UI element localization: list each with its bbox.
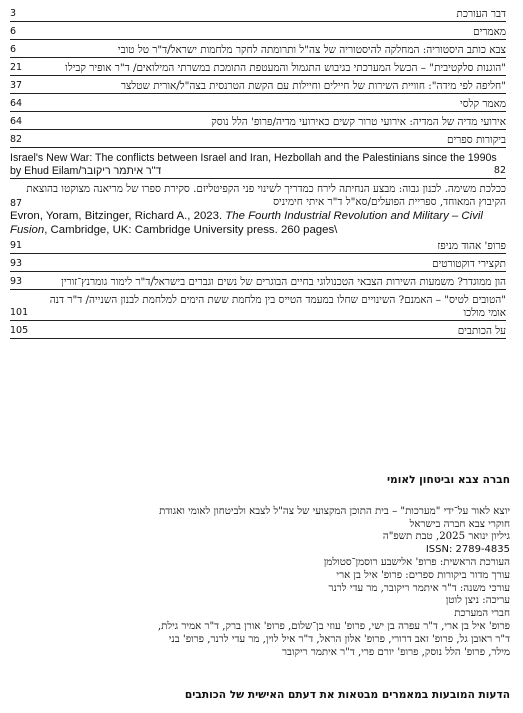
table-of-contents bbox=[10, 8, 506, 343]
toc-entry-title: מאמר קלסי bbox=[459, 98, 506, 110]
toc-entry-book-review[interactable] bbox=[10, 240, 506, 254]
book-reviewer: פרופ' אהוד מניפז bbox=[437, 240, 506, 252]
toc-entry[interactable] bbox=[10, 26, 506, 40]
toc-entry-page: 93 bbox=[10, 276, 23, 287]
toc-entry-page: 101 bbox=[10, 307, 29, 318]
toc-entry[interactable] bbox=[10, 80, 506, 94]
toc-entry[interactable] bbox=[10, 8, 506, 22]
toc-entry-page: 87 bbox=[10, 198, 23, 209]
toc-section-title: ביקורות ספרים bbox=[446, 134, 506, 146]
toc-entry-page: 91 bbox=[10, 240, 23, 251]
toc-entry[interactable] bbox=[10, 98, 506, 112]
toc-entry[interactable] bbox=[10, 276, 506, 290]
toc-entry-page: 6 bbox=[10, 26, 17, 37]
toc-entry-book-review[interactable] bbox=[10, 183, 506, 237]
toc-entry[interactable] bbox=[10, 258, 506, 272]
reviews-editor: עורך מדור ביקורות ספרים: פרופ' איל בן ארי bbox=[336, 569, 510, 581]
toc-entry-page: 64 bbox=[10, 98, 23, 109]
deputy-editors: עורכי משנה: ד"ר איתמר ריקובר, מר עדי לרנר bbox=[328, 582, 510, 594]
toc-entry[interactable] bbox=[10, 62, 506, 76]
disclaimer: הדעות המובעות במאמרים מבטאות את דעתם האישית של הכותבים bbox=[184, 689, 510, 701]
toc-entry[interactable] bbox=[10, 116, 506, 130]
journal-front-matter bbox=[14, 474, 510, 659]
copy-editing: עריכה: ניצן לוטן bbox=[445, 595, 510, 607]
toc-entry-title: "הוגנות סלקטיבית" – הכשל המערכתי בגיבוש התגמול והמעטפת התומכת במשרתי המילואים/ ד"ר אופיר קבילו bbox=[65, 62, 506, 74]
toc-entry-page: 93 bbox=[10, 258, 23, 269]
toc-entry-page: 37 bbox=[10, 80, 23, 91]
toc-entry[interactable] bbox=[10, 294, 506, 321]
book-reviewer: ד"ר איתמר ריקובר/ bbox=[78, 165, 162, 177]
board-members: ד"ר ראובן גל, פרופ' זאב דרורי, פרופ' אלון הראל, ד"ר איל לוין, מר עדי לרנר, פרופ' בני bbox=[168, 633, 510, 645]
toc-entry[interactable] bbox=[10, 44, 506, 58]
toc-entry-page: 21 bbox=[10, 62, 23, 73]
board-members: מילר, פרופ' הלל נוסק, פרופ' יורם פרי, ד"ר איתמר ריקובר bbox=[281, 646, 510, 658]
toc-section-book-reviews[interactable] bbox=[10, 134, 506, 148]
board-members: פרופ' איל בן ארי, ד"ר עפרה בן ישי, פרופ' עוזי בן־שלום, פרופ' אורן ברק, ד"ר אמיר גילת, bbox=[157, 620, 510, 632]
toc-entry-title: אירועי מדיה של המדיה: אירועי טרור קשים כאירועי מדיה/פרופ' הלל נוסק bbox=[211, 116, 506, 128]
book-review-title: Israel's New War: The conflicts between Israel and Iran, Hezbollah and the Palestinians since the 1990s by Ehud Eilamד"ר איתמר ריקובר/ bbox=[10, 152, 497, 177]
toc-entry-title: על הכותבים bbox=[457, 325, 506, 337]
publisher-line: חוקרי צבא חברה בישראל bbox=[409, 518, 510, 530]
toc-entry-title: הון ממוגדר? משמעות השירות הצבאי הטכנולוגי בחיים הבוגרים של נשים וגברים בישראל/ד"ר לימור גומרנץ־זורין bbox=[61, 276, 506, 288]
chief-editor: העורכת הראשית: פרופ' אלישבע רוסמן־סטולמן bbox=[323, 556, 510, 568]
toc-entry-title: צבא כותב היסטוריה: המחלקה להיסטוריה של צה"ל ותרומתה לחקר מלחמות ישראל/ד"ר טל טובי bbox=[117, 44, 506, 56]
toc-entry-title: "חליפה לפי מידה": חוויית השירות של חיילים וחיילות עם הקשת הטרנסית בצה"ל/אורית שטלצר bbox=[120, 80, 506, 92]
toc-entry-book-review[interactable] bbox=[10, 152, 506, 179]
toc-entry-title: דבר העורכת bbox=[456, 8, 506, 20]
toc-entry-page: 82 bbox=[10, 134, 23, 145]
toc-entry-page: 6 bbox=[10, 44, 17, 55]
toc-entry-page: 105 bbox=[10, 325, 29, 336]
toc-entry-title: תקצירי דוקטורטים bbox=[432, 258, 506, 270]
toc-entry-page: 3 bbox=[10, 8, 17, 19]
toc-entry-page: 82 bbox=[493, 165, 506, 176]
toc-entry-page: 64 bbox=[10, 116, 23, 127]
journal-title: חברה צבא וביטחון לאומי bbox=[386, 474, 510, 486]
board-heading: חברי המערכת bbox=[454, 608, 510, 620]
issn: ISSN: 2789-4835 bbox=[425, 544, 510, 556]
issue-date: גיליון ינואר 2025, טבת תשפ"ה bbox=[382, 531, 510, 543]
toc-entry-title: מאמרים bbox=[473, 26, 506, 38]
toc-entry[interactable] bbox=[10, 325, 506, 339]
book-citation: Evron, Yoram, Bitzinger, Richard A., 2023. The Fourth Industrial Revolution and Military – Civil Fusion, Cambridge, UK: Cambridge University press. 260 pages\ bbox=[10, 210, 483, 236]
toc-entry-title: "הטובים לטיס" – האמנם? השינויים שחלו במעמד הטייס בין מלחמת ששת הימים למלחמת לבנון השנייה/ ד"ר דנה אומי מולכו bbox=[49, 294, 506, 319]
publisher-line: יוצא לאור על־ידי "מערכות" – בית התוכן המקצועי של צה"ל לצבא ולביטחון לאומי ואגודת bbox=[159, 505, 510, 517]
book-review-description: ככלכת משימה. לכנון גבוה: מבצע הנחיתה לירח כמדריך לשינוי פני הקפיטליזם. סקירת ספרו של מריאנה מצוקטו בהוצאת הקיבוץ המאוחד, ספריית הפועלים/סא"ל ד"ר איתי חימיניס bbox=[26, 183, 506, 208]
